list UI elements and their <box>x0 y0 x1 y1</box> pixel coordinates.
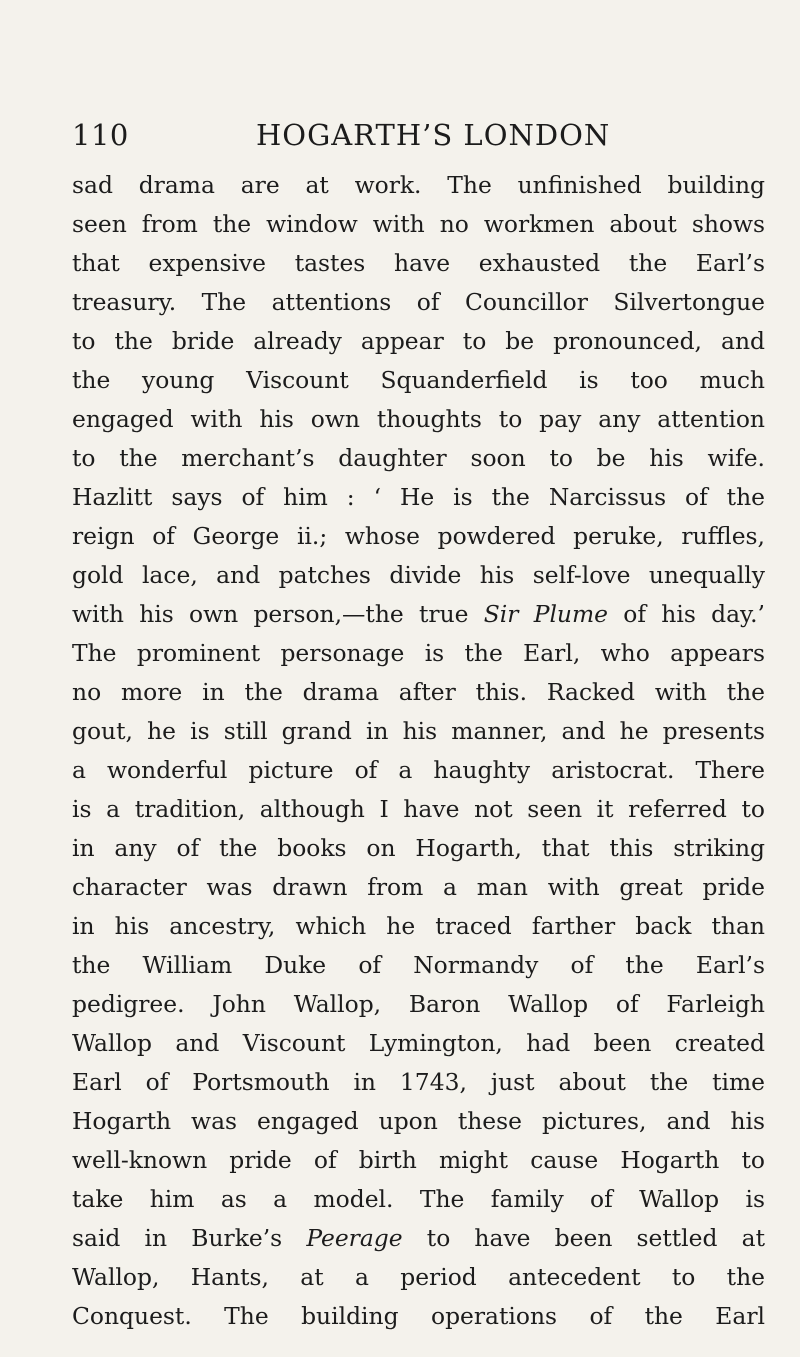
text-line: to the merchant’s daughter soon to be his wife. <box>72 444 765 472</box>
text-line: treasury. The attentions of Councillor Silvertongue <box>72 288 765 316</box>
italic-title: Peerage <box>306 1224 403 1252</box>
body-text <box>72 166 772 1336</box>
text-line: Hogarth was engaged upon these pictures, and his <box>72 1107 765 1135</box>
running-title: HOGARTH’S LONDON <box>256 118 611 152</box>
text-line: well-known pride of birth might cause Hogarth to <box>72 1146 765 1174</box>
text-line: take him as a model. The family of Wallop is <box>72 1185 765 1213</box>
text-line: that expensive tastes have exhausted the Earl’s <box>72 249 765 277</box>
text-line: the William Duke of Normandy of the Earl’s <box>72 951 765 979</box>
text-line: engaged with his own thoughts to pay any attention <box>72 405 765 433</box>
text-line: Wallop, Hants, at a period antecedent to the <box>72 1263 765 1291</box>
text-line: gold lace, and patches divide his self-love unequally <box>72 561 765 589</box>
text-line: in any of the books on Hogarth, that this striking <box>72 834 765 862</box>
text-line: in his ancestry, which he traced farther back than <box>72 912 765 940</box>
page-number: 110 <box>72 118 129 152</box>
text-line: reign of George ii.; whose powdered peruke, ruffles, <box>72 522 765 550</box>
italic-title: Sir Plume <box>483 600 609 628</box>
text-line: a wonderful picture of a haughty aristocrat. There <box>72 756 765 784</box>
text-line: with his own person,—the true Sir Plume of his day.’ <box>72 600 765 628</box>
text-line: gout, he is still grand in his manner, and he presents <box>72 717 765 745</box>
text-line: Wallop and Viscount Lymington, had been created <box>72 1029 765 1057</box>
text-line: pedigree. John Wallop, Baron Wallop of Farleigh <box>72 990 765 1018</box>
text-line: Earl of Portsmouth in 1743, just about the time <box>72 1068 765 1096</box>
text-line: seen from the window with no workmen about shows <box>72 210 765 238</box>
text-line: The prominent personage is the Earl, who appears <box>72 639 765 667</box>
text-line: no more in the drama after this. Racked with the <box>72 678 765 706</box>
text-line: to the bride already appear to be pronounced, and <box>72 327 765 355</box>
text-line: Hazlitt says of him : ‘ He is the Narcissus of the <box>72 483 765 511</box>
text-line: character was drawn from a man with great pride <box>72 873 765 901</box>
text-line: sad drama are at work. The unfinished building <box>72 171 765 199</box>
text-line: the young Viscount Squanderfield is too much <box>72 366 765 394</box>
text-line: is a tradition, although I have not seen it referred to <box>72 795 765 823</box>
running-head <box>72 118 752 158</box>
text-line: Conquest. The building operations of the Earl <box>72 1302 765 1330</box>
text-line: said in Burke’s Peerage to have been settled at <box>72 1224 765 1252</box>
